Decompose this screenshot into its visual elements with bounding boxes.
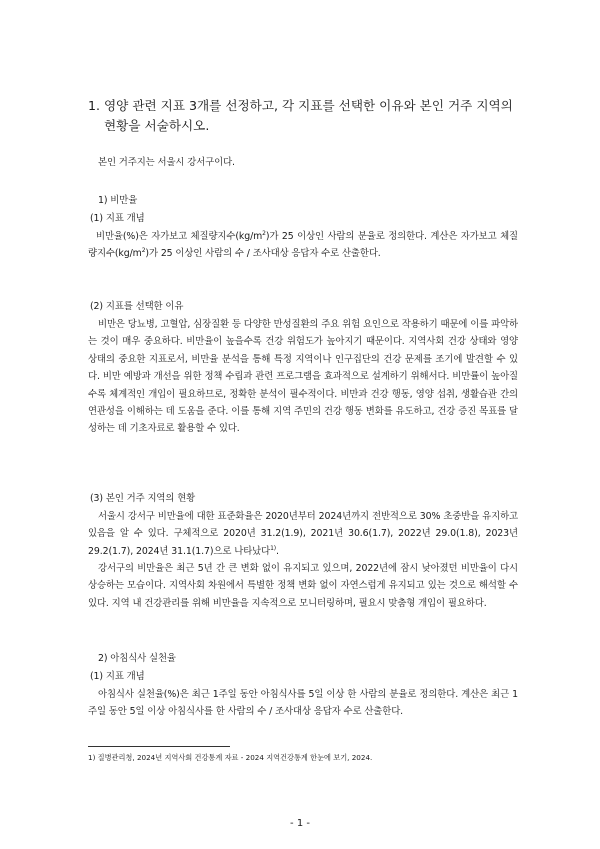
breakfast-concept-label: (1) 지표 개념 xyxy=(90,671,145,682)
obesity-concept-text xyxy=(88,228,518,263)
footnote: 1) 질병관리청, 2024년 지역사회 건강통계 자료 - 2024 지역건강통계 한눈에 보기, 2024. xyxy=(88,753,373,762)
question-text: 영양 관련 지표 3개를 선정하고, 각 지표를 선택한 이유와 본인 거주 지역의 현황을 서술하시오. xyxy=(104,98,513,133)
obesity-reason-text: 비만은 당뇨병, 고혈압, 심장질환 등 다양한 만성질환의 주요 위험 요인으로 작용하기 때문에 이를 파악하는 것이 매우 중요하다. 비만율이 높을수록 건강 위험도가 높아지기 때문이다. 지역사회 건강 상태와 영양 상태의 중요한 지표로서, 비만율 분석을 통해 특정 지역이나 인구집단의 건강 문제를 조기에 발견할 수 있다. 비만 예방과 개선을 위한 정책 수립과 관련 프로그램을 효과적으로 설계하기 위해서다. 비만률이 높아질수록 체계적인 개입이 필요하므로, 정확한 분석이 필수적이다. 비만과 건강 행동, 영양 섭취, 생활습관 간의 연관성을 이해하는 데 도움을 준다. 이를 통해 지역 주민의 건강 행동 변화를 유도하고, 건강 증진 목표를 달성하는 데 기초자료로 활용할 수 있다. xyxy=(88,319,518,435)
obesity-concept-label: (1) 지표 개념 xyxy=(90,213,145,224)
section-breakfast-title: 2) 아침식사 실천율 xyxy=(98,653,176,664)
obesity-concept-line2-pre: 계산은 자가보고 체질량지수(kg/m xyxy=(88,231,518,260)
obesity-status-text2: 강서구의 비만율은 최근 5년 간 큰 변화 없이 유지되고 있으며, 2022년에 잠시 낮아졌던 비만율이 다시 상승하는 모습이다. 지역사회 차원에서 특별한 정책 변화 없이 자연스럽게 유지되고 있는 것으로 해석할 수 있다. 지역 내 건강관리를 위해 비만율을 지속적으로 모니터링하며, 필요시 맞춤형 개입이 필요하다. xyxy=(88,563,518,609)
residence-statement: 본인 거주지는 서울시 강서구이다. xyxy=(98,157,235,168)
obesity-concept-line1-sup: 2 xyxy=(262,229,266,237)
page-number: - 1 - xyxy=(290,818,310,829)
obesity-status-text xyxy=(88,508,518,560)
section-obesity-title: 1) 비만율 xyxy=(98,195,138,206)
obesity-concept-line2-post: )가 25 이상인 사람의 수 / 조사대상 응답자 수로 산출한다. xyxy=(145,248,381,260)
obesity-concept-line1-post: )가 25 이상인 사람의 분율로 정의한다. xyxy=(265,231,427,242)
footnote-ref: 1) xyxy=(270,544,277,552)
question-heading xyxy=(88,96,528,136)
obesity-status-label: (3) 본인 거주 지역의 현황 xyxy=(90,493,196,504)
obesity-concept-line2-sup: 2 xyxy=(141,247,146,255)
obesity-status-text-main: 서울시 강서구 비만율에 대한 표준화율은 2020년부터 2024년까지 전반적으로 30% 초중반을 유지하고 있음을 알 수 있다. 구체적으로 2020년 31.2(1.9), 2021년 30.6(1.7), 2022년 29.0(1.8), 2023년 29.2(1.7), 2024년 31.1(1.7)으로 나타났다 xyxy=(88,511,518,557)
obesity-concept-line1-pre: 비만율(%)은 자가보고 체질량지수(kg/m xyxy=(96,231,263,242)
question-number: 1. xyxy=(88,98,101,113)
obesity-reason-label: (2) 지표를 선택한 이유 xyxy=(90,301,184,312)
obesity-status-text-end: . xyxy=(276,545,279,557)
footnote-divider xyxy=(88,746,230,747)
breakfast-concept-text: 아침식사 실천율(%)은 최근 1주일 동안 아침식사를 5일 이상 한 사람의 분율로 정의한다. 계산은 최근 1주일 동안 5일 이상 아침식사를 한 사람의 수 / 조사대상 응답자 수로 산출한다. xyxy=(88,689,518,718)
